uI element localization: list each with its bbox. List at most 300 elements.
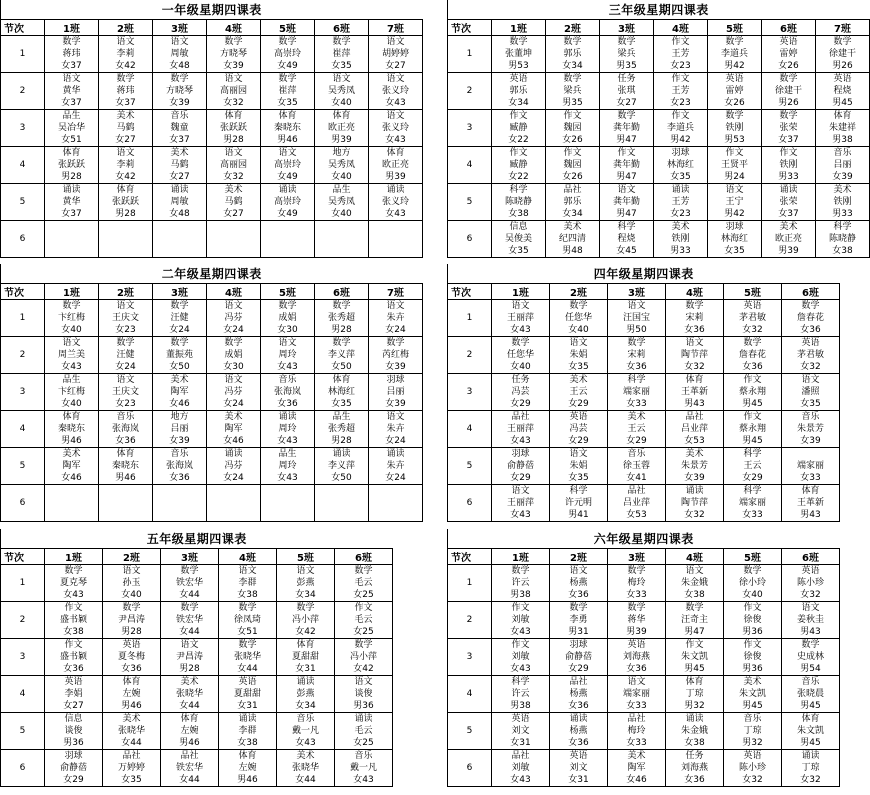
subject-cell: 语文 bbox=[492, 485, 550, 498]
timetable-title: 四年级星期四课表 bbox=[448, 264, 840, 284]
period-row bbox=[1, 485, 423, 498]
teacher-info-cell: 男31 bbox=[550, 626, 608, 639]
teacher-cell: 张晓晨 bbox=[782, 688, 840, 700]
teacher-cell: 陈晓静 bbox=[492, 196, 546, 208]
subject-cell: 数学 bbox=[600, 36, 654, 49]
teacher-info-cell: 女35 bbox=[261, 97, 315, 110]
teacher-info-cell: 男39 bbox=[608, 626, 666, 639]
subject-cell: 英语 bbox=[816, 73, 870, 86]
teacher-cell: 吴秀凤 bbox=[315, 196, 369, 208]
teacher-info-cell: 女32 bbox=[782, 361, 840, 374]
teacher-info-cell: 女34 bbox=[492, 97, 546, 110]
teacher-cell: 梁兵 bbox=[600, 48, 654, 60]
teacher-cell: 成娟 bbox=[261, 312, 315, 324]
period-row bbox=[448, 386, 840, 398]
teacher-cell: 任您华 bbox=[492, 349, 550, 361]
subject-cell: 诵读 bbox=[654, 184, 708, 197]
class-header: 1班 bbox=[45, 20, 99, 36]
teacher-cell: 冯芸 bbox=[492, 386, 550, 398]
teacher-cell: 蔡永翔 bbox=[724, 386, 782, 398]
teacher-info-cell: 女40 bbox=[492, 361, 550, 374]
teacher-info-cell: 女39 bbox=[666, 472, 724, 485]
teacher-cell: 方晓琴 bbox=[207, 48, 261, 60]
class-header: 1班 bbox=[45, 284, 99, 300]
teacher-cell: 朱金娥 bbox=[666, 577, 724, 589]
teacher-cell: 朱卉 bbox=[369, 312, 423, 324]
teacher-info-cell: 女38 bbox=[816, 245, 870, 258]
teacher-cell: 高崇玲 bbox=[261, 48, 315, 60]
period-row bbox=[1, 221, 423, 234]
teacher-info-cell: 男47 bbox=[600, 208, 654, 221]
teacher-cell: 刘敏 bbox=[492, 762, 550, 774]
teacher-info-cell: 女29 bbox=[550, 435, 608, 448]
period-row bbox=[1, 750, 393, 763]
teacher-info-cell: 男28 bbox=[315, 435, 369, 448]
period-row bbox=[448, 435, 840, 448]
teacher-info-cell: 女49 bbox=[261, 171, 315, 184]
subject-cell: 语文 bbox=[335, 676, 393, 689]
teacher-info-cell: 女43 bbox=[45, 361, 99, 374]
teacher-info-cell: 女40 bbox=[315, 208, 369, 221]
teacher-info-cell: 女37 bbox=[45, 60, 99, 73]
teacher-info-cell: 女44 bbox=[161, 626, 219, 639]
teacher-info-cell: 女23 bbox=[654, 208, 708, 221]
period-number: 5 bbox=[1, 713, 45, 750]
period-header: 节次 bbox=[448, 549, 492, 565]
grade2-timetable bbox=[0, 264, 423, 522]
period-row bbox=[448, 85, 870, 97]
subject-cell: 英语 bbox=[45, 676, 103, 689]
period-row bbox=[1, 700, 393, 713]
teacher-info-cell: 男46 bbox=[219, 774, 277, 787]
teacher-cell: 冯芸 bbox=[550, 423, 608, 435]
teacher-cell: 吕丽 bbox=[153, 423, 207, 435]
subject-cell: 音乐 bbox=[335, 750, 393, 763]
teacher-cell: 朱文凯 bbox=[782, 725, 840, 737]
teacher-cell: 周敏 bbox=[153, 48, 207, 60]
subject-cell: 数学 bbox=[608, 565, 666, 578]
period-row bbox=[1, 639, 393, 652]
teacher-info-cell: 女37 bbox=[99, 97, 153, 110]
teacher-cell: 冯小萍 bbox=[335, 651, 393, 663]
subject-cell: 美术 bbox=[550, 374, 608, 387]
teacher-info-cell: 女49 bbox=[261, 60, 315, 73]
subject-cell: 语文 bbox=[369, 411, 423, 424]
class-header: 2班 bbox=[99, 284, 153, 300]
class-header: 4班 bbox=[207, 20, 261, 36]
teacher-info-cell: 女23 bbox=[99, 398, 153, 411]
subject-cell bbox=[99, 221, 153, 234]
teacher-cell: 刘文 bbox=[550, 762, 608, 774]
subject-cell bbox=[782, 448, 840, 461]
period-row bbox=[448, 73, 870, 86]
teacher-info-cell: 女27 bbox=[153, 171, 207, 184]
subject-cell: 音乐 bbox=[153, 110, 207, 123]
subject-cell: 诵读 bbox=[550, 713, 608, 726]
teacher-cell: 蒋玮 bbox=[45, 48, 99, 60]
teacher-cell: 崔萍 bbox=[261, 85, 315, 97]
teacher-info-cell: 女31 bbox=[492, 737, 550, 750]
teacher-info-cell: 女43 bbox=[492, 435, 550, 448]
period-number: 3 bbox=[1, 110, 45, 147]
teacher-info-cell bbox=[153, 245, 207, 258]
subject-cell: 品生 bbox=[45, 110, 99, 123]
teacher-cell: 臧静 bbox=[492, 159, 546, 171]
teacher-info-cell: 男45 bbox=[782, 700, 840, 713]
teacher-cell: 林海红 bbox=[315, 386, 369, 398]
teacher-info-cell: 女24 bbox=[207, 324, 261, 337]
teacher-info-cell: 女40 bbox=[550, 324, 608, 337]
subject-cell: 音乐 bbox=[782, 676, 840, 689]
subject-cell: 任务 bbox=[492, 374, 550, 387]
teacher-cell: 张晓华 bbox=[219, 651, 277, 663]
teacher-cell: 丁琼 bbox=[666, 688, 724, 700]
teacher-info-cell: 女43 bbox=[369, 134, 423, 147]
teacher-info-cell: 男54 bbox=[782, 663, 840, 676]
subject-cell: 美术 bbox=[277, 750, 335, 763]
class-header: 2班 bbox=[546, 20, 600, 36]
teacher-cell: 张海岚 bbox=[261, 386, 315, 398]
teacher-info-cell: 男28 bbox=[315, 324, 369, 337]
subject-cell: 作文 bbox=[654, 36, 708, 49]
teacher-info-cell bbox=[315, 245, 369, 258]
teacher-info-cell bbox=[207, 245, 261, 258]
subject-cell bbox=[153, 485, 207, 498]
period-row bbox=[1, 73, 423, 86]
teacher-cell: 张荣 bbox=[762, 122, 816, 134]
subject-cell: 数学 bbox=[492, 36, 546, 49]
teacher-cell: 毛云 bbox=[335, 614, 393, 626]
class-header: 7班 bbox=[369, 284, 423, 300]
subject-cell: 音乐 bbox=[608, 448, 666, 461]
class-header: 7班 bbox=[816, 20, 870, 36]
teacher-info-cell: 女38 bbox=[666, 589, 724, 602]
teacher-info-cell: 女32 bbox=[207, 97, 261, 110]
teacher-info-cell: 男42 bbox=[654, 134, 708, 147]
subject-cell: 音乐 bbox=[153, 448, 207, 461]
teacher-cell: 张琪 bbox=[600, 85, 654, 97]
class-header: 1班 bbox=[492, 549, 550, 565]
subject-cell: 美术 bbox=[45, 448, 99, 461]
period-number: 5 bbox=[448, 713, 492, 750]
subject-cell: 语文 bbox=[369, 110, 423, 123]
teacher-info-cell: 女40 bbox=[45, 398, 99, 411]
subject-cell: 诵读 bbox=[261, 411, 315, 424]
teacher-info-cell: 女42 bbox=[335, 663, 393, 676]
teacher-info-cell: 男43 bbox=[782, 626, 840, 639]
subject-cell: 数学 bbox=[708, 110, 762, 123]
teacher-cell: 臧静 bbox=[492, 122, 546, 134]
period-number: 5 bbox=[1, 184, 45, 221]
teacher-info-cell: 男28 bbox=[99, 208, 153, 221]
period-row bbox=[448, 324, 840, 337]
period-number: 6 bbox=[1, 485, 45, 522]
teacher-cell: 李莉 bbox=[99, 48, 153, 60]
subject-cell: 英语 bbox=[550, 411, 608, 424]
period-row bbox=[448, 349, 840, 361]
teacher-info-cell: 男24 bbox=[708, 171, 762, 184]
teacher-info-cell bbox=[207, 509, 261, 522]
teacher-cell: 魏童 bbox=[153, 122, 207, 134]
teacher-info-cell: 女39 bbox=[782, 435, 840, 448]
class-header: 3班 bbox=[600, 20, 654, 36]
teacher-cell: 万婷婷 bbox=[103, 762, 161, 774]
teacher-info-cell: 女44 bbox=[161, 700, 219, 713]
teacher-cell: 朱建祥 bbox=[816, 122, 870, 134]
teacher-cell: 郭乐 bbox=[546, 196, 600, 208]
subject-cell: 体育 bbox=[782, 485, 840, 498]
period-row bbox=[448, 639, 840, 652]
teacher-cell: 卞红梅 bbox=[45, 312, 99, 324]
subject-cell: 诵读 bbox=[782, 750, 840, 763]
teacher-cell bbox=[99, 497, 153, 509]
period-row bbox=[1, 245, 423, 258]
period-row bbox=[448, 337, 840, 350]
subject-cell: 羽球 bbox=[492, 448, 550, 461]
subject-cell: 语文 bbox=[608, 676, 666, 689]
teacher-cell: 王丽萍 bbox=[492, 423, 550, 435]
subject-cell: 英语 bbox=[219, 676, 277, 689]
teacher-info-cell: 男43 bbox=[782, 509, 840, 522]
subject-cell: 数学 bbox=[546, 73, 600, 86]
teacher-cell: 魏园 bbox=[546, 159, 600, 171]
teacher-cell: 李道兵 bbox=[708, 48, 762, 60]
teacher-cell: 杨燕 bbox=[550, 725, 608, 737]
subject-cell: 语文 bbox=[369, 300, 423, 313]
subject-cell bbox=[315, 221, 369, 234]
teacher-info-cell: 女33 bbox=[608, 398, 666, 411]
period-row bbox=[448, 48, 870, 60]
teacher-info-cell: 男36 bbox=[724, 626, 782, 639]
period-row bbox=[1, 737, 393, 750]
class-header: 5班 bbox=[708, 20, 762, 36]
period-row bbox=[1, 448, 423, 461]
teacher-info-cell: 女32 bbox=[207, 171, 261, 184]
teacher-info-cell: 女36 bbox=[550, 589, 608, 602]
teacher-info-cell: 女43 bbox=[335, 774, 393, 787]
teacher-cell: 高崇玲 bbox=[261, 159, 315, 171]
teacher-cell bbox=[153, 233, 207, 245]
class-header: 5班 bbox=[277, 549, 335, 565]
teacher-cell: 张秀超 bbox=[315, 312, 369, 324]
subject-cell: 羽球 bbox=[708, 221, 762, 234]
class-header: 2班 bbox=[550, 284, 608, 300]
subject-cell: 信息 bbox=[45, 713, 103, 726]
subject-cell: 美术 bbox=[816, 184, 870, 197]
teacher-cell: 吴秀凤 bbox=[315, 159, 369, 171]
grade5-timetable bbox=[0, 529, 393, 787]
subject-cell: 语文 bbox=[219, 565, 277, 578]
teacher-info-cell: 女40 bbox=[103, 589, 161, 602]
class-header: 5班 bbox=[724, 549, 782, 565]
teacher-info-cell: 女34 bbox=[277, 700, 335, 713]
teacher-info-cell: 男45 bbox=[724, 700, 782, 713]
teacher-info-cell: 女43 bbox=[369, 97, 423, 110]
teacher-cell: 秦晓东 bbox=[99, 460, 153, 472]
teacher-info-cell: 女30 bbox=[261, 324, 315, 337]
timetable-title: 三年级星期四课表 bbox=[448, 0, 870, 20]
teacher-info-cell: 男36 bbox=[335, 700, 393, 713]
teacher-cell: 汪奇主 bbox=[666, 614, 724, 626]
subject-cell: 诵读 bbox=[369, 184, 423, 197]
teacher-info-cell: 女39 bbox=[207, 60, 261, 73]
teacher-info-cell: 女48 bbox=[153, 208, 207, 221]
subject-cell: 语文 bbox=[261, 147, 315, 160]
subject-cell bbox=[153, 221, 207, 234]
teacher-cell: 李娟 bbox=[45, 688, 103, 700]
subject-cell: 体育 bbox=[369, 147, 423, 160]
teacher-info-cell: 女43 bbox=[277, 737, 335, 750]
teacher-info-cell: 男33 bbox=[762, 171, 816, 184]
subject-cell: 数学 bbox=[762, 110, 816, 123]
teacher-cell: 王丽萍 bbox=[492, 312, 550, 324]
teacher-info-cell: 女32 bbox=[782, 589, 840, 602]
teacher-cell: 刘海燕 bbox=[666, 762, 724, 774]
period-number: 3 bbox=[448, 374, 492, 411]
period-row bbox=[1, 97, 423, 110]
teacher-cell: 张海岚 bbox=[99, 423, 153, 435]
subject-cell: 体育 bbox=[99, 448, 153, 461]
teacher-info-cell bbox=[315, 509, 369, 522]
period-row bbox=[1, 110, 423, 123]
teacher-cell: 雷婷 bbox=[762, 48, 816, 60]
period-number: 4 bbox=[1, 147, 45, 184]
teacher-cell: 高丽园 bbox=[207, 85, 261, 97]
teacher-info-cell: 女36 bbox=[103, 663, 161, 676]
period-header: 节次 bbox=[448, 20, 492, 36]
teacher-cell: 王革新 bbox=[666, 386, 724, 398]
teacher-info-cell: 男41 bbox=[550, 509, 608, 522]
period-number: 2 bbox=[1, 337, 45, 374]
teacher-info-cell: 女50 bbox=[315, 472, 369, 485]
subject-cell: 英语 bbox=[724, 300, 782, 313]
teacher-info-cell: 男28 bbox=[161, 663, 219, 676]
teacher-info-cell: 女39 bbox=[369, 361, 423, 374]
teacher-cell: 俞静蓓 bbox=[45, 762, 103, 774]
period-row bbox=[1, 85, 423, 97]
period-number: 1 bbox=[1, 565, 45, 602]
teacher-info-cell: 女29 bbox=[550, 398, 608, 411]
teacher-cell: 郭乐 bbox=[492, 85, 546, 97]
period-row bbox=[448, 221, 870, 234]
subject-cell: 诵读 bbox=[335, 713, 393, 726]
subject-cell: 数学 bbox=[315, 36, 369, 49]
teacher-cell: 徐凤琦 bbox=[219, 614, 277, 626]
subject-cell: 数学 bbox=[608, 337, 666, 350]
teacher-info-cell: 女33 bbox=[724, 509, 782, 522]
subject-cell: 音乐 bbox=[782, 411, 840, 424]
teacher-info-cell: 男46 bbox=[103, 700, 161, 713]
teacher-info-cell: 女32 bbox=[782, 774, 840, 787]
subject-cell: 体育 bbox=[219, 750, 277, 763]
subject-cell: 美术 bbox=[207, 184, 261, 197]
subject-cell: 语文 bbox=[315, 73, 369, 86]
teacher-info-cell: 女36 bbox=[666, 774, 724, 787]
teacher-cell: 刘敏 bbox=[492, 651, 550, 663]
teacher-cell: 端家丽 bbox=[782, 460, 840, 472]
subject-cell: 英语 bbox=[782, 565, 840, 578]
period-row bbox=[1, 171, 423, 184]
teacher-cell: 彭燕 bbox=[277, 577, 335, 589]
teacher-info-cell: 女40 bbox=[724, 589, 782, 602]
teacher-info-cell bbox=[45, 509, 99, 522]
subject-cell: 诵读 bbox=[219, 713, 277, 726]
teacher-info-cell: 男33 bbox=[816, 208, 870, 221]
period-number: 2 bbox=[1, 602, 45, 639]
timetable-title: 一年级星期四课表 bbox=[1, 0, 423, 20]
subject-cell bbox=[207, 221, 261, 234]
period-number: 2 bbox=[448, 73, 492, 110]
period-row bbox=[448, 134, 870, 147]
teacher-cell: 宋莉 bbox=[666, 312, 724, 324]
subject-cell: 体育 bbox=[277, 639, 335, 652]
class-header: 3班 bbox=[153, 284, 207, 300]
subject-cell: 品社 bbox=[550, 676, 608, 689]
teacher-info-cell: 女51 bbox=[219, 626, 277, 639]
subject-cell: 音乐 bbox=[261, 374, 315, 387]
subject-cell: 语文 bbox=[708, 184, 762, 197]
subject-cell: 语文 bbox=[99, 300, 153, 313]
period-row bbox=[448, 423, 840, 435]
period-row bbox=[448, 577, 840, 589]
period-row bbox=[448, 398, 840, 411]
teacher-info-cell: 男42 bbox=[708, 208, 762, 221]
teacher-info-cell: 女49 bbox=[261, 208, 315, 221]
subject-cell: 地方 bbox=[315, 147, 369, 160]
teacher-info-cell: 女22 bbox=[492, 134, 546, 147]
subject-cell bbox=[369, 485, 423, 498]
period-row bbox=[1, 159, 423, 171]
teacher-info-cell: 女38 bbox=[666, 737, 724, 750]
subject-cell: 羽球 bbox=[45, 750, 103, 763]
subject-cell: 数学 bbox=[666, 300, 724, 313]
subject-cell: 体育 bbox=[666, 374, 724, 387]
teacher-info-cell: 女27 bbox=[45, 700, 103, 713]
teacher-cell: 郭乐 bbox=[546, 48, 600, 60]
period-row bbox=[448, 233, 870, 245]
subject-cell bbox=[369, 221, 423, 234]
teacher-info-cell: 女26 bbox=[546, 171, 600, 184]
period-row bbox=[448, 750, 840, 763]
teacher-cell: 陶军 bbox=[153, 386, 207, 398]
teacher-cell: 朱娟 bbox=[550, 349, 608, 361]
grade1-timetable bbox=[0, 0, 423, 258]
subject-cell: 语文 bbox=[550, 337, 608, 350]
teacher-cell: 许元明 bbox=[550, 497, 608, 509]
subject-cell: 品生 bbox=[315, 184, 369, 197]
teacher-cell: 杨燕 bbox=[550, 577, 608, 589]
subject-cell: 语文 bbox=[600, 184, 654, 197]
subject-cell: 英语 bbox=[103, 639, 161, 652]
period-number: 5 bbox=[1, 448, 45, 485]
teacher-info-cell: 女24 bbox=[207, 472, 261, 485]
teacher-cell: 铁刚 bbox=[816, 196, 870, 208]
teacher-cell: 马鹤 bbox=[99, 122, 153, 134]
teacher-cell: 梁兵 bbox=[546, 85, 600, 97]
subject-cell: 数学 bbox=[550, 300, 608, 313]
teacher-cell bbox=[99, 233, 153, 245]
teacher-cell: 梅玲 bbox=[608, 577, 666, 589]
subject-cell: 美术 bbox=[153, 374, 207, 387]
subject-cell: 美术 bbox=[724, 676, 782, 689]
teacher-info-cell: 女42 bbox=[99, 60, 153, 73]
teacher-info-cell: 女53 bbox=[608, 509, 666, 522]
teacher-cell: 徐建干 bbox=[816, 48, 870, 60]
teacher-cell: 张秀超 bbox=[315, 423, 369, 435]
teacher-cell: 刘敏 bbox=[492, 614, 550, 626]
teacher-info-cell: 男47 bbox=[600, 134, 654, 147]
subject-cell bbox=[315, 485, 369, 498]
